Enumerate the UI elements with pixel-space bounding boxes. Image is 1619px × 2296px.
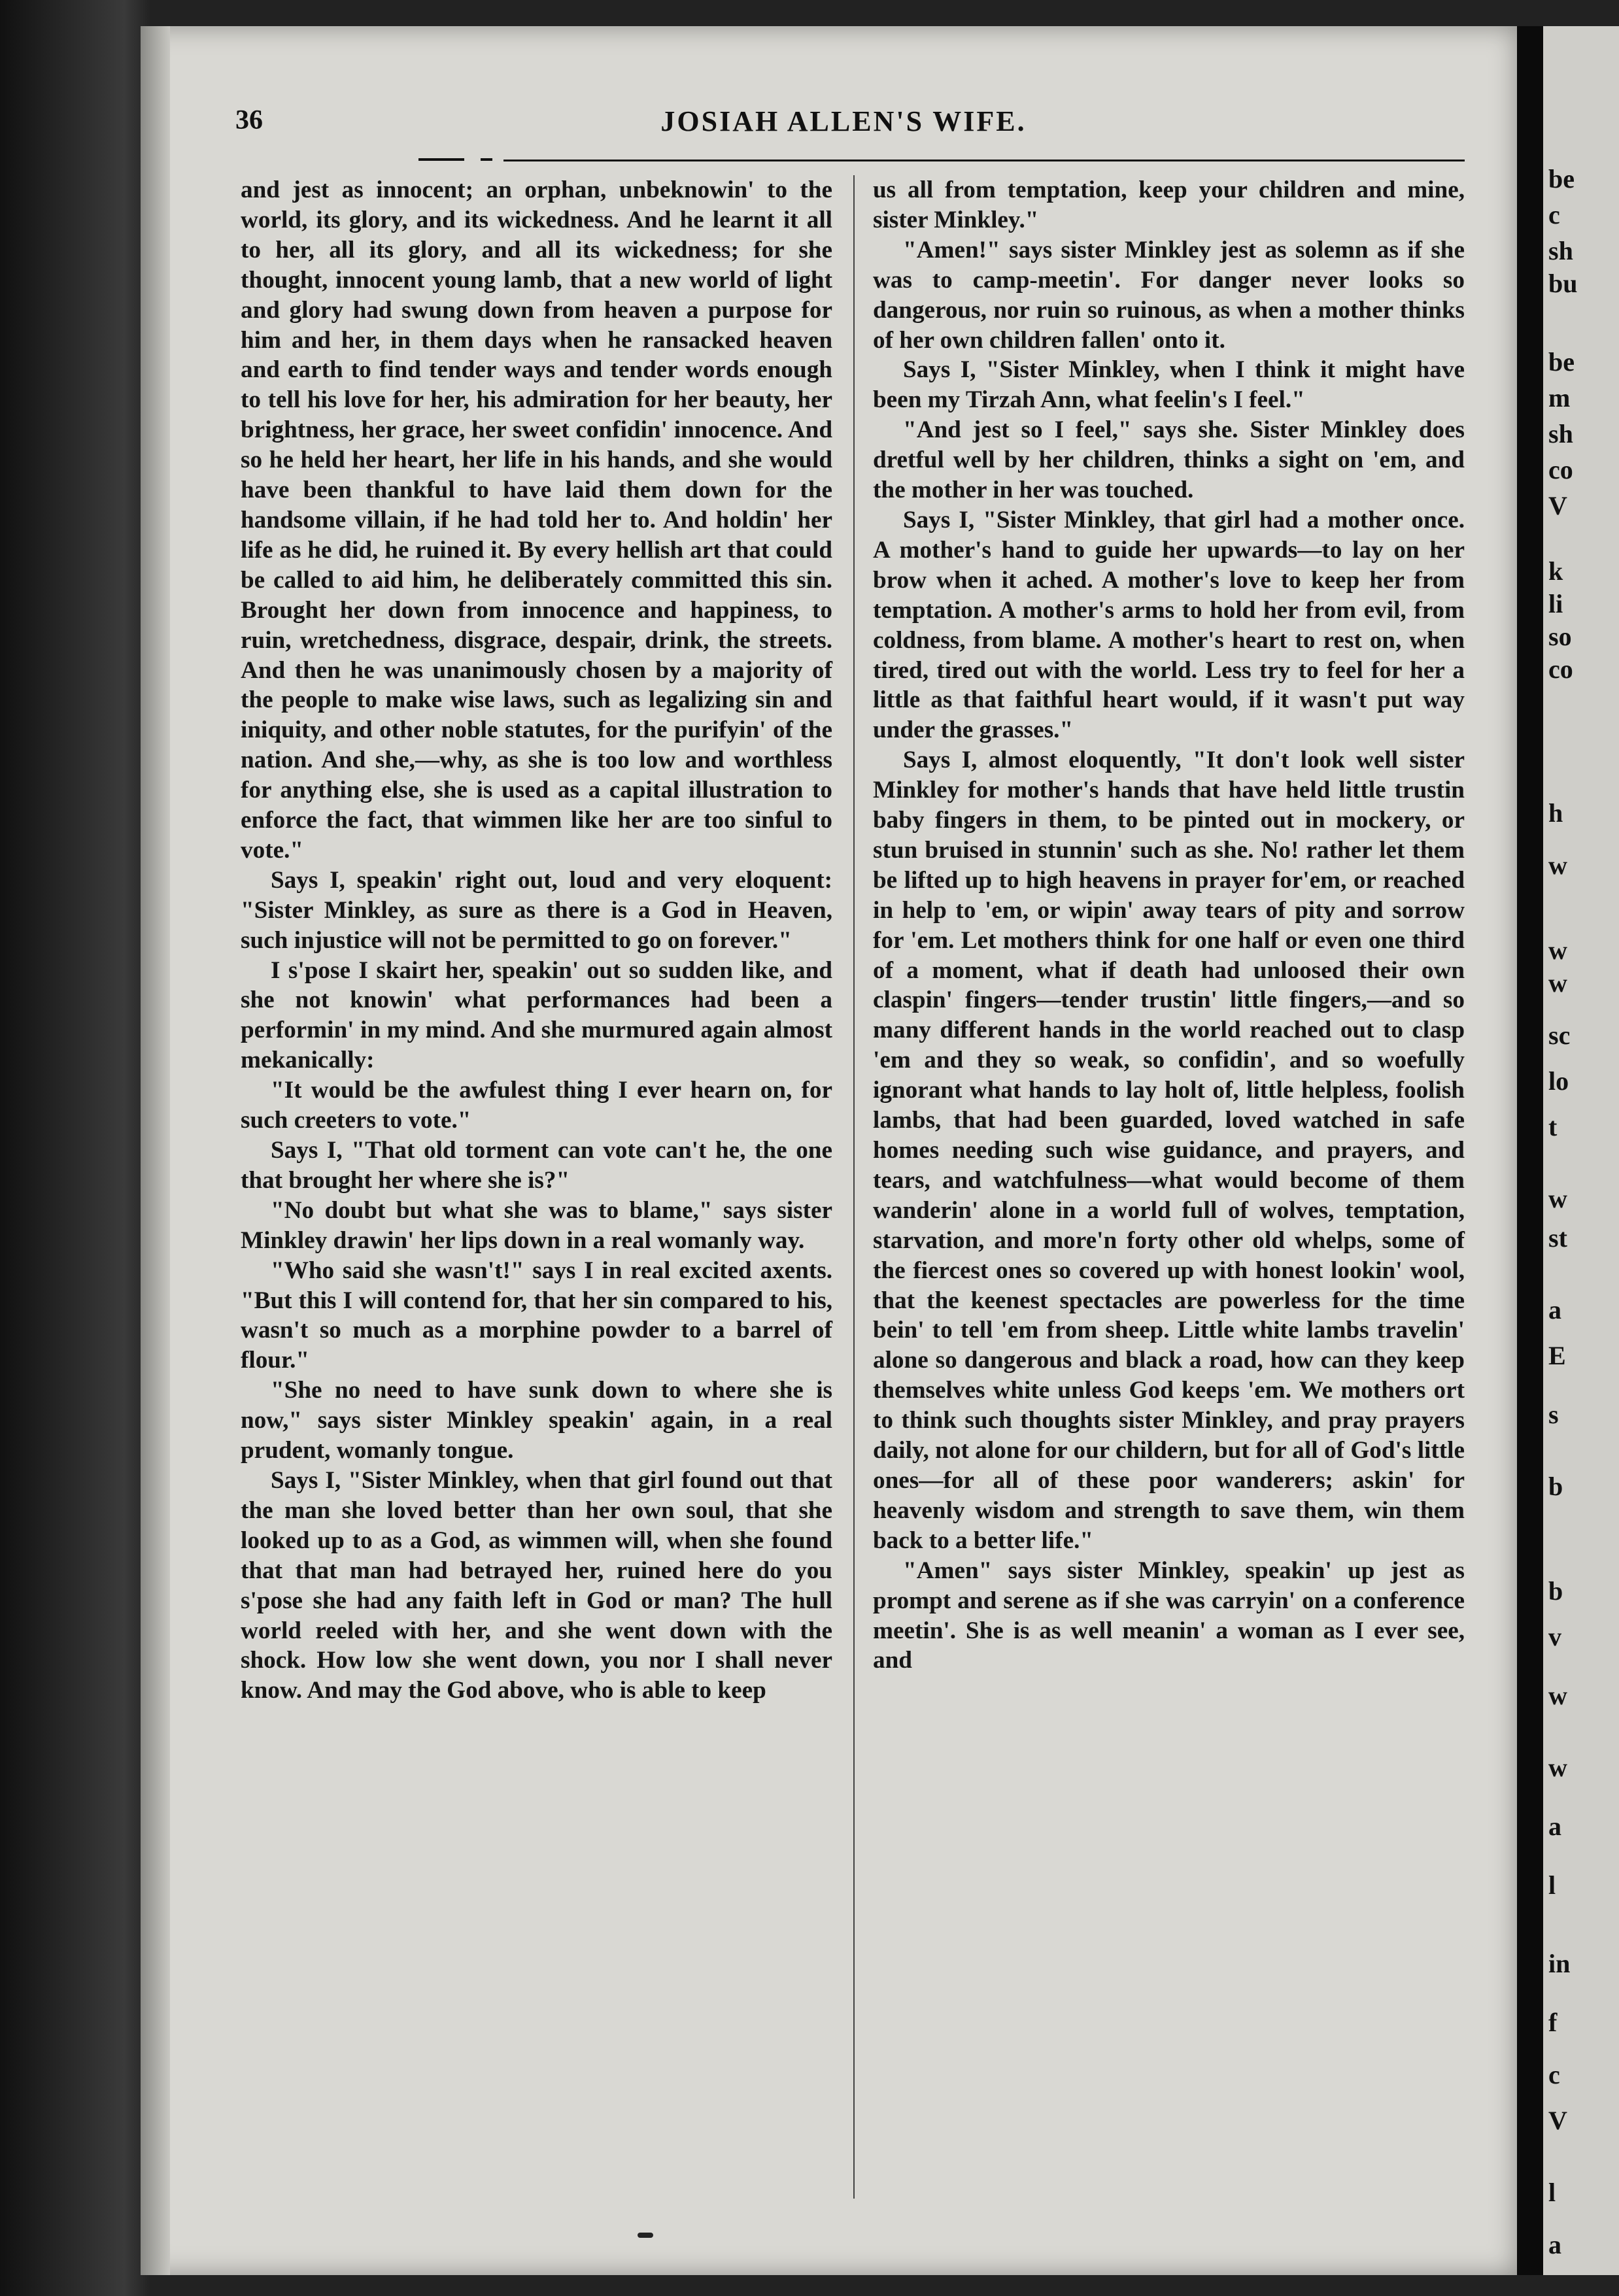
adjacent-page-text-fragment: m — [1548, 383, 1571, 413]
paragraph: "She no need to have sunk down to where she is now," says sister Minkley speakin' again, in a real prudent, womanly tongue. — [241, 1377, 832, 1464]
adjacent-page-text-fragment: lo — [1548, 1066, 1569, 1096]
adjacent-page-text-fragment: a — [1548, 1812, 1561, 1841]
adjacent-page-text-fragment: b — [1548, 1576, 1563, 1606]
text-column-right — [873, 175, 1465, 1676]
adjacent-page-text-fragment: c — [1548, 2060, 1560, 2089]
adjacent-page-text-fragment: be — [1548, 347, 1575, 377]
adjacent-page-text-fragment: be — [1548, 164, 1575, 194]
adjacent-page-text-fragment: l — [1548, 1870, 1556, 1900]
paragraph: us all from temptation, keep your children and mine, sister Minkley." — [873, 177, 1465, 233]
paragraph: "And jest so I feel," says she. Sister Minkley does dretful well by her children, thinks a sight on 'em, and the mother in her was touched. — [873, 416, 1465, 504]
adjacent-page-text-fragment: v — [1548, 1622, 1561, 1651]
paragraph: "It would be the awfulest thing I ever hearn on, for such creeters to vote." — [241, 1077, 832, 1134]
paragraph: Says I, almost eloquently, "It don't look well sister Minkley for mother's hands that have held little trustin baby fingers in them, to be pinted out in mockery, or stun bruised in stunnin' such as she. No! rather let them be lifted up to high heavens in prayer for'em, or reached in help to 'em, or wipin' away tears of pity and sorrow for 'em. Let mothers think for one half or even one third of a moment, what if death had unloosed their own claspin' fingers—tender trustin' little fingers,—and so many different hands in the world reached out to clasp 'em and they so weak, so confidin', and so woefully ignorant what hands to lay holt of, little helpless, foolish lambs, that had been guarded, loved watched in safe homes needing such wise guidance, and prayers, and tears, and watchfulness—what would become of them wanderin' alone in a world full of wolves, temptation, starvation, and more'n forty other old whelps, some of the fiercest ones so covered up with honest lookin' wool, that the keenest spectacles are powerless for the time bein' to tell 'em from sheep. Little white lambs travelin' alone so dangerous and black a road, how can they keep themselves white unless God keeps 'em. We mothers ort to think such thoughts sister Minkley, and pray prayers daily, not alone for our childern, but for all of God's little ones—for all of these poor wanderers; askin' for heavenly wisdom and strength to save them, win them back to a better life." — [873, 747, 1465, 1554]
paragraph: "Amen!" says sister Minkley jest as solemn as if she was to camp-meetin'. For danger never looks so dangerous, nor ruin so ruinous, as when a mother thinks of her own children fallen' onto it. — [873, 236, 1465, 354]
adjacent-page-text-fragment: h — [1548, 798, 1563, 828]
adjacent-page-text-fragment: b — [1548, 1472, 1563, 1501]
paragraph: Says I, "Sister Minkley, when I think it might have been my Tirzah Ann, what feelin's I feel." — [873, 356, 1465, 414]
page-number: 36 — [235, 105, 263, 135]
adjacent-page-text-fragment: a — [1548, 2230, 1561, 2259]
adjacent-page-text-fragment: f — [1548, 2008, 1558, 2037]
header-rule-segment — [418, 158, 464, 161]
adjacent-page-text-fragment: so — [1548, 622, 1572, 651]
adjacent-page-strip — [1543, 26, 1619, 2275]
paragraph: Says I, "Sister Minkley, when that girl found out that the man she loved better than her own soul, that she looked up to as a God, as wimmen will, when she found that that man had betrayed her, ruined here do you s'pose she had any faith left in God or man? The hull world reeled with her, and she went down with the shock. How low she went down, you nor I shall never know. And may the God above, who is able to keep — [241, 1466, 832, 1704]
adjacent-page-text-fragment: co — [1548, 455, 1573, 484]
adjacent-page-text-fragment: sh — [1548, 236, 1573, 265]
paragraph: "Amen" says sister Minkley, speakin' up jest as prompt and serene as if she was carryin' on a conference meetin'. She is as well meanin' a woman as I ever see, and — [873, 1557, 1465, 1674]
adjacent-page-text-fragment: s — [1548, 1400, 1559, 1429]
running-title: JOSIAH ALLEN'S WIFE. — [660, 105, 1027, 137]
paragraph: Says I, speakin' right out, loud and very eloquent: "Sister Minkley, as sure as there is a God in Heaven, such injustice will not be permitted to go on forever." — [241, 866, 832, 954]
adjacent-page-text-fragment: co — [1548, 654, 1573, 684]
adjacent-page-text-fragment: V — [1548, 2106, 1567, 2135]
adjacent-page-text-fragment: bu — [1548, 269, 1578, 298]
adjacent-page-text-fragment: w — [1548, 936, 1567, 965]
paragraph: "No doubt but what she was to blame," says sister Minkley drawin' her lips down in a real womanly way. — [241, 1196, 832, 1254]
adjacent-page-text-fragment: w — [1548, 1681, 1567, 1710]
adjacent-page-text-fragment: w — [1548, 851, 1567, 880]
adjacent-page-text-fragment: k — [1548, 556, 1563, 586]
paragraph: Says I, "That old torment can vote can't he, the one that brought her where she is?" — [241, 1137, 832, 1194]
adjacent-page-text-fragment: sh — [1548, 419, 1573, 448]
adjacent-page-text-fragment: w — [1548, 1184, 1567, 1213]
header-rule-dot — [481, 158, 492, 161]
page-binding-edge — [141, 26, 170, 2275]
adjacent-page-text-fragment: sc — [1548, 1021, 1571, 1050]
adjacent-page-text-fragment: in — [1548, 1949, 1571, 1978]
adjacent-page-text-fragment: li — [1548, 589, 1563, 618]
paragraph: Says I, "Sister Minkley, that girl had a mother once. A mother's hand to guide her upwards—to lay on her brow when it ached. A mother's love to keep her from temptation. A mother's arms to hold her from evil, from coldness, from blame. A mother's heart to rest on, when tired, tired out with the world. Less try to feel for her a little as that faithful heart would, if it wasn't put way under the grasses." — [873, 506, 1465, 744]
adjacent-page-text-fragment: st — [1548, 1223, 1567, 1253]
adjacent-page-text-fragment: E — [1548, 1341, 1566, 1370]
adjacent-page-text-fragment: V — [1548, 491, 1567, 520]
page-header — [222, 105, 1465, 150]
page-gutter — [1517, 26, 1543, 2275]
paragraph: "Who said she wasn't!" says I in real excited axents. "But this I will contend for, that her sin compared to his, wasn't so much as a morphine powder to a barrel of flour." — [241, 1257, 832, 1374]
adjacent-page-text-fragment: l — [1548, 2178, 1556, 2207]
adjacent-page-text-fragment: w — [1548, 1753, 1567, 1782]
paragraph: I s'pose I skairt her, speakin' out so sudden like, and she not knowin' what performances had been a performin' in my mind. And she murmured again almost mekanically: — [241, 956, 832, 1074]
header-rule — [503, 160, 1465, 161]
adjacent-page-text-fragment: t — [1548, 1112, 1558, 1141]
ink-mark — [638, 2233, 653, 2238]
paragraph: and jest as innocent; an orphan, unbeknowin' to the world, its glory, and its wickedness. And he learnt it all to her, all its glory, and all its wickedness; for she thought, innocent young lamb, that a new world of light and glory had swung down from heaven a purpose for him and her, in them days when he ransacked heaven and earth to find tender ways and tender words enough to tell his love for her, his admiration for her beauty, her brightness, her grace, her sweet confidin' innocence. And so he held her heart, her life in his hands, and she would have been thankful to have laid them down for the handsome villain, if he had told her to. And holdin' her life as he did, he ruined it. By every hellish art that could be called to aid him, he deliberately committed this sin. Brought her down from innocence and happiness, to ruin, wretchedness, disgrace, despair, drink, the streets. And then he was unanimously chosen by a majority of the people to make wise laws, such as legalizing sin and iniquity, and other noble statutes, for the purifyin' of the nation. And she,—why, as she is too low and worthless for anything else, she is used as a capital illustration to enforce the fact, that wimmen like her are too sinful to vote." — [241, 177, 832, 864]
text-column-left — [241, 175, 832, 1706]
adjacent-page-text-fragment: w — [1548, 968, 1567, 998]
adjacent-page-text-fragment: a — [1548, 1295, 1561, 1325]
adjacent-page-text-fragment: c — [1548, 200, 1560, 229]
column-divider — [853, 175, 855, 2199]
